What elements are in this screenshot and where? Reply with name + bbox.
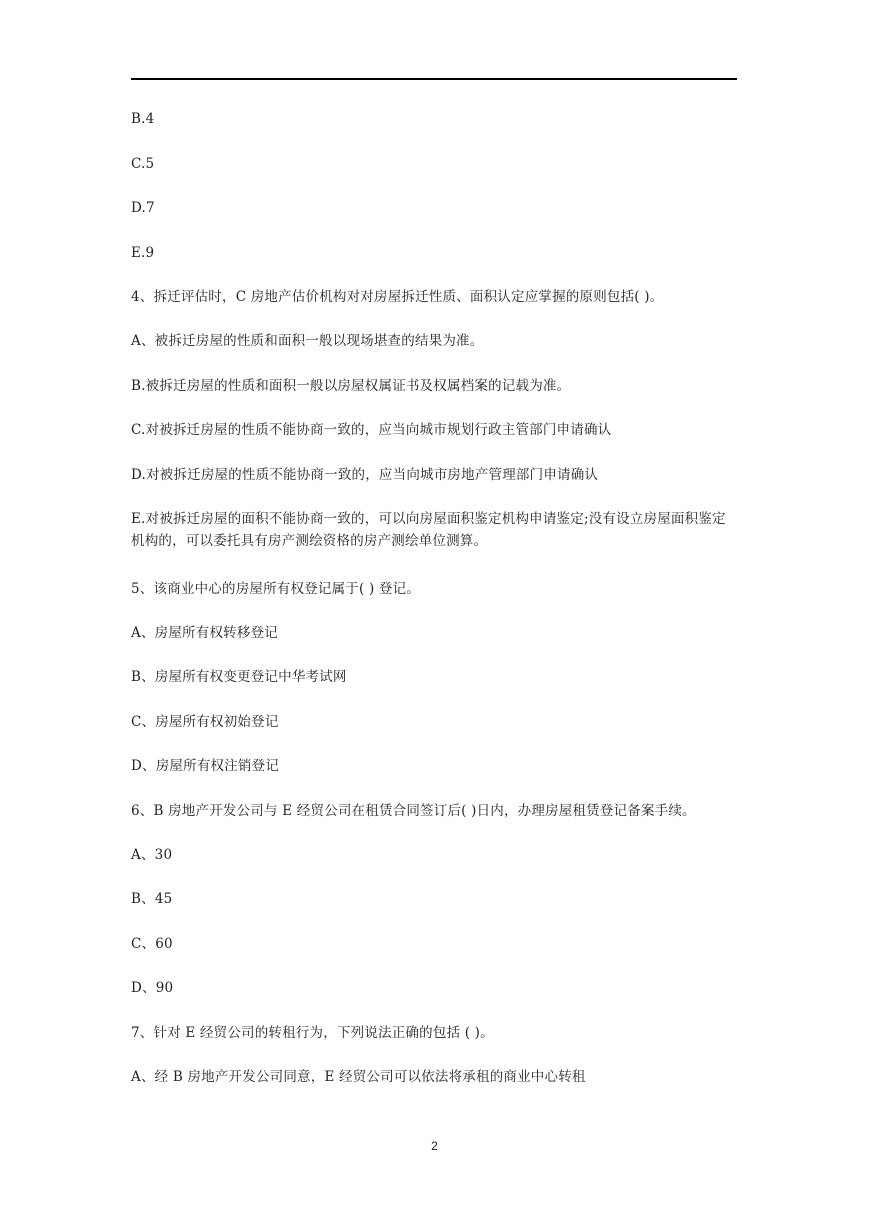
question-5-option-c: C、房屋所有权初始登记 <box>131 714 279 730</box>
question-7: 7、针对 E 经贸公司的转租行为，下列说法正确的包括 ( )。 <box>131 1025 494 1041</box>
question-5-option-b: B、房屋所有权变更登记中华考试网 <box>131 669 347 685</box>
option-c: C.5 <box>131 156 155 172</box>
question-4-option-e: E.对被拆迁房屋的面积不能协商一致的，可以向房屋面积鉴定机构申请鉴定;没有设立房屋面积鉴定机构的，可以委托具有房产测绘资格的房产测绘单位测算。 <box>131 511 726 549</box>
question-6: 6、B 房地产开发公司与 E 经贸公司在租赁合同签订后( )日内，办理房屋租赁登记备案手续。 <box>131 803 696 819</box>
question-6-option-b: B、45 <box>131 891 173 907</box>
option-e: E.9 <box>131 245 155 261</box>
question-6-option-d: D、90 <box>131 980 174 996</box>
question-4-option-d: D.对被拆迁房屋的性质不能协商一致的，应当向城市房地产管理部门申请确认 <box>131 467 599 483</box>
header-rule <box>131 78 737 80</box>
question-5-option-d: D、房屋所有权注销登记 <box>131 758 280 774</box>
page-number: 2 <box>431 1139 438 1153</box>
question-4-option-b: B.被拆迁房屋的性质和面积一般以房屋权属证书及权属档案的记载为准。 <box>131 378 571 394</box>
option-d: D.7 <box>131 200 155 216</box>
question-4-option-a: A、被拆迁房屋的性质和面积一般以现场堪查的结果为准。 <box>131 333 484 349</box>
question-6-option-c: C、60 <box>131 936 173 952</box>
question-4-option-c: C.对被拆迁房屋的性质不能协商一致的，应当向城市规划行政主管部门申请确认 <box>131 422 612 438</box>
option-b: B.4 <box>131 111 155 127</box>
question-5: 5、该商业中心的房屋所有权登记属于( ) 登记。 <box>131 581 421 597</box>
question-5-option-a: A、房屋所有权转移登记 <box>131 625 278 641</box>
question-7-option-a: A、经 B 房地产开发公司同意，E 经贸公司可以依法将承租的商业中心转租 <box>131 1069 586 1085</box>
question-6-option-a: A、30 <box>131 847 173 863</box>
question-4: 4、拆迁评估时，C 房地产估价机构对对房屋拆迁性质、面积认定应掌握的原则包括( )。 <box>131 289 664 305</box>
